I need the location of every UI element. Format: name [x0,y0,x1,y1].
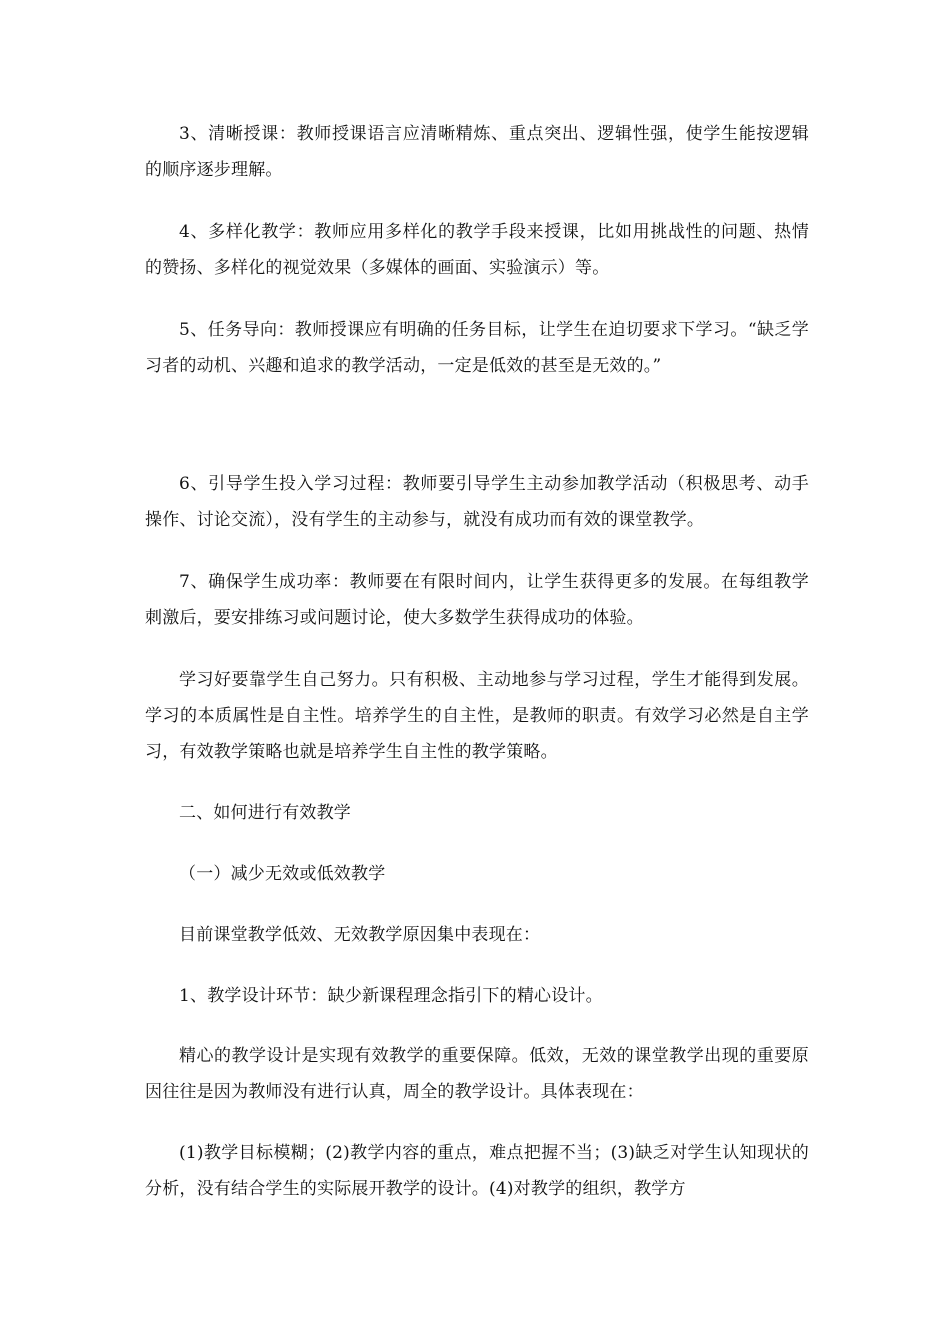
subsection-heading-reduce-ineffective: （一）减少无效或低效教学 [179,864,386,884]
paragraph-design-stage: 1、教学设计环节：缺少新课程理念指引下的精心设计。 [179,986,603,1006]
paragraph-autonomous-learning: 学习好要靠学生自己努力。只有积极、主动地参与学习过程，学生才能得到发展。学习的本质属性是自主性。培养学生的自主性，是教师的职责。有效学习必然是自主学习，有效教学策略也就是培养学生自主性的教学策略。 [145,670,809,762]
paragraph-task-oriented: 5、任务导向：教师授课应有明确的任务目标，让学生在迫切要求下学习。“缺乏学习者的动机、兴趣和追求的教学活动，一定是低效的甚至是无效的。” [145,320,809,376]
paragraph-diverse-teaching: 4、多样化教学：教师应用多样化的教学手段来授课，比如用挑战性的问题、热情的赞扬、多样化的视觉效果（多媒体的画面、实验演示）等。 [145,222,809,278]
paragraph-careful-design: 精心的教学设计是实现有效教学的重要保障。低效，无效的课堂教学出现的重要原因往往是因为教师没有进行认真，周全的教学设计。具体表现在： [145,1046,809,1102]
paragraph-problem-list: (1)教学目标模糊；(2)教学内容的重点，难点把握不当；(3)缺乏对学生认知现状的分析，没有结合学生的实际展开教学的设计。(4)对教学的组织，教学方 [145,1143,809,1199]
paragraph-guide-students: 6、引导学生投入学习过程：教师要引导学生主动参加教学活动（积极思考、动手操作、讨论交流），没有学生的主动参与，就没有成功而有效的课堂教学。 [145,474,809,530]
paragraph-reasons-intro: 目前课堂教学低效、无效教学原因集中表现在： [179,925,541,945]
paragraph-success-rate: 7、确保学生成功率：教师要在有限时间内，让学生获得更多的发展。在每组教学刺激后，要安排练习或问题讨论，使大多数学生获得成功的体验。 [145,572,809,628]
paragraph-clear-teaching: 3、清晰授课：教师授课语言应清晰精炼、重点突出、逻辑性强，使学生能按逻辑的顺序逐步理解。 [145,124,809,180]
section-heading-effective-teaching: 二、如何进行有效教学 [179,803,351,823]
